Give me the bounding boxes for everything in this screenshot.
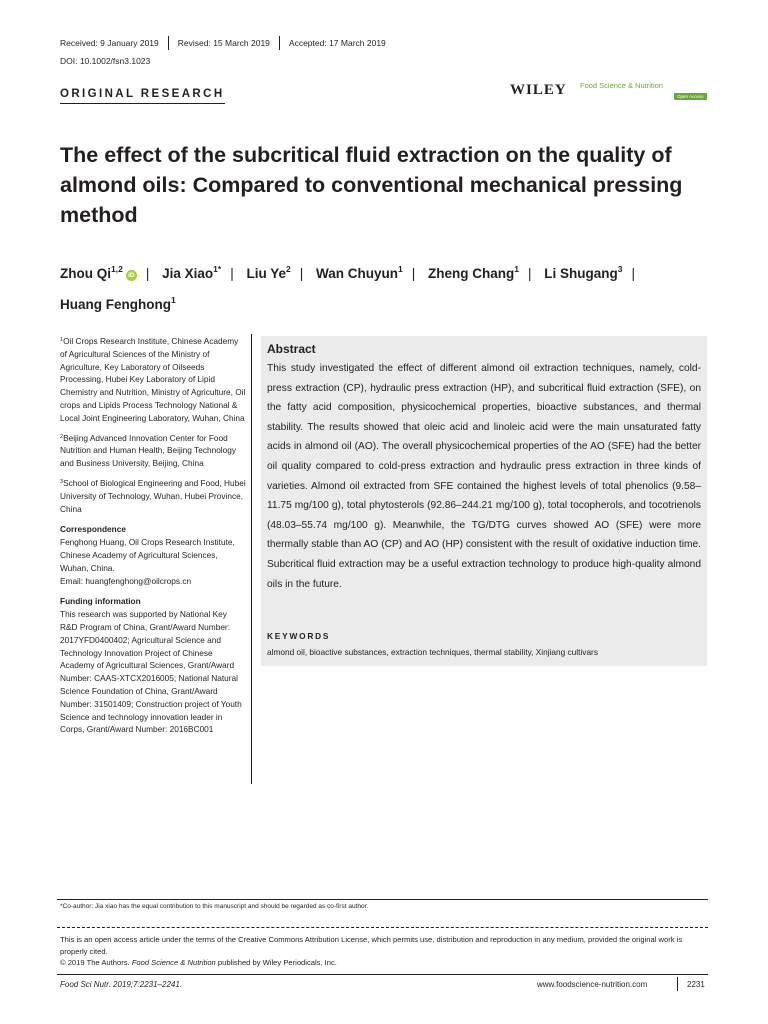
license-text: This is an open access article under the terms of the Creative Commons Attribution License, which permits use, distribution and reproduction in any medium, provided the original work is properly cited. [60, 935, 683, 957]
correspondence-text: Fenghong Huang, Oil Crops Research Institute, Chinese Academy of Agricultural Sciences, Wuhan, China. Email: huangfenghong@oilcrops.cn [60, 537, 235, 586]
correspondence-heading: Correspondence [60, 524, 126, 535]
correspondence-email[interactable]: Email: huangfenghong@oilcrops.cn [60, 575, 192, 586]
column-divider [251, 334, 252, 784]
abstract-text: This study investigated the effect of different almond oil extraction techniques, namely, cold-press extraction (CP), hydraulic press extraction (HP), and subcritical fluid extraction (SFE), on the fatty acid composition, physicochemical properties, bioactive substances, and thermal stability. The results showed that oleic acid and linoleic acid were the main unsaturated fatty acids in almond oil (AO). The overall physicochemical properties of the AO (SFE) had the better oil quality compared to cold-press extraction and hydraulic press extraction in three kinds of varieties. Almond oil extracted from SFE contained the highest levels of total phenolics (9.58–11.75 mg/100 g), total phytosterols (92.86–244.21 mg/100 g), total tocopherols, and tocotrienols (48.03–55.74 mg/100 g). Meanwhile, the TG/DTG curves showed AO (SFE) were more thermally stable than AO (CP) and AO (HP) consistent with the result of oxidative induction time. Subcritical fluid extraction may be a useful extraction technology to produce high-quality almond oils in the future. [267, 363, 701, 590]
funding-text: This research was supported by National Key R&D Program of China, Grant/Award Number: 2017YFD0400402; Agricultural Science and Technology Innovation Project of Chinese Academy of Agricultural Sciences, Grant/Award Number: CAAS-XTCX2016005; National Natural Science Foundation of China, Grant/Award Number: 31501409; Construction project of Youth Science and technology innovation leader in Corps, Grant/Award Number: 2016BC001 [60, 609, 242, 735]
affiliation: $^3$School of Biological Engineering and Food, Hubei University of Technology, Wuhan, Hubei Province, China [60, 477, 246, 514]
author-list: Zhou Qi$^{1,2}$iD | Jia Xiao$^{1*}$ | Liu Ye$^2$ | Wan Chuyun$^1$ | Zheng Chang$^1$ | Li Shugang$^3$ | Huang Fenghong$^1$ [60, 264, 636, 312]
section-label: ORIGINAL RESEARCH [60, 88, 225, 104]
footnote: *Co-author: Jia xiao has the equal contribution to this manuscript and should be regarded as co-first author. [60, 903, 369, 910]
footer-rule [57, 974, 708, 975]
copyright: © 2019 The Authors. Food Science & Nutrition published by Wiley Periodicals, Inc. [60, 958, 337, 967]
journal-citation: Food Sci Nutr. 2019;7:2231–2241. [60, 980, 183, 989]
wiley-logo: WILEY [510, 82, 567, 98]
sidebar-info [60, 334, 246, 742]
author[interactable]: Zhou Qi$^{1,2}$iD [60, 266, 137, 281]
author[interactable]: Wan Chuyun$^1$ [316, 264, 403, 281]
revised-date: Revised: 15 March 2019 [177, 38, 270, 48]
author[interactable]: Jia Xiao$^{1*}$ [162, 264, 222, 281]
page-number: 2231 [687, 980, 705, 989]
author[interactable]: Zheng Chang$^1$ [428, 264, 520, 281]
article-dates [60, 36, 386, 50]
divider [168, 36, 169, 50]
footnote-rule [57, 899, 708, 900]
open-access-badge: Open Access [674, 93, 707, 100]
author[interactable]: Li Shugang$^3$ [544, 264, 623, 281]
doi[interactable]: DOI: 10.1002/fsn3.1023 [60, 56, 151, 66]
orcid-icon[interactable]: iD [126, 270, 137, 281]
funding-heading: Funding information [60, 596, 141, 607]
journal-name: Food Science & Nutrition [580, 81, 663, 90]
divider [279, 36, 280, 50]
journal-url[interactable]: www.foodscience-nutrition.com [537, 980, 648, 989]
author[interactable]: Huang Fenghong$^1$ [60, 295, 176, 312]
keywords-text: almond oil, bioactive substances, extraction techniques, thermal stability, Xinjiang cultivars [267, 647, 598, 657]
abstract-heading: Abstract [267, 342, 316, 356]
accepted-date: Accepted: 17 March 2019 [288, 38, 386, 48]
affiliation: $^1$Oil Crops Research Institute, Chinese Academy of Agricultural Sciences of the Ministry of Agriculture, Key Laboratory of Oilseeds Processing, Hubei Key Laboratory of Lipid Chemistry and Nutrition, Ministry of Agriculture, Oil crops and Lipids Process Technology National & Local Joint Engineering Laboratory, Wuhan, China [60, 336, 246, 423]
divider [677, 977, 678, 991]
license-rule [57, 927, 708, 928]
article-title: The effect of the subcritical fluid extraction on the quality of almond oils: Compared to conventional mechanical pressing method [60, 143, 683, 227]
keywords-heading: KEYWORDS [267, 631, 331, 641]
author[interactable]: Liu Ye$^2$ [246, 264, 291, 281]
publisher-brand [510, 80, 710, 102]
affiliation: $^2$Beijing Advanced Innovation Center for Food Nutrition and Human Health, Beijing Technology and Business University, Beijing, China [60, 432, 237, 469]
received-date: Received: 9 January 2019 [60, 38, 159, 48]
